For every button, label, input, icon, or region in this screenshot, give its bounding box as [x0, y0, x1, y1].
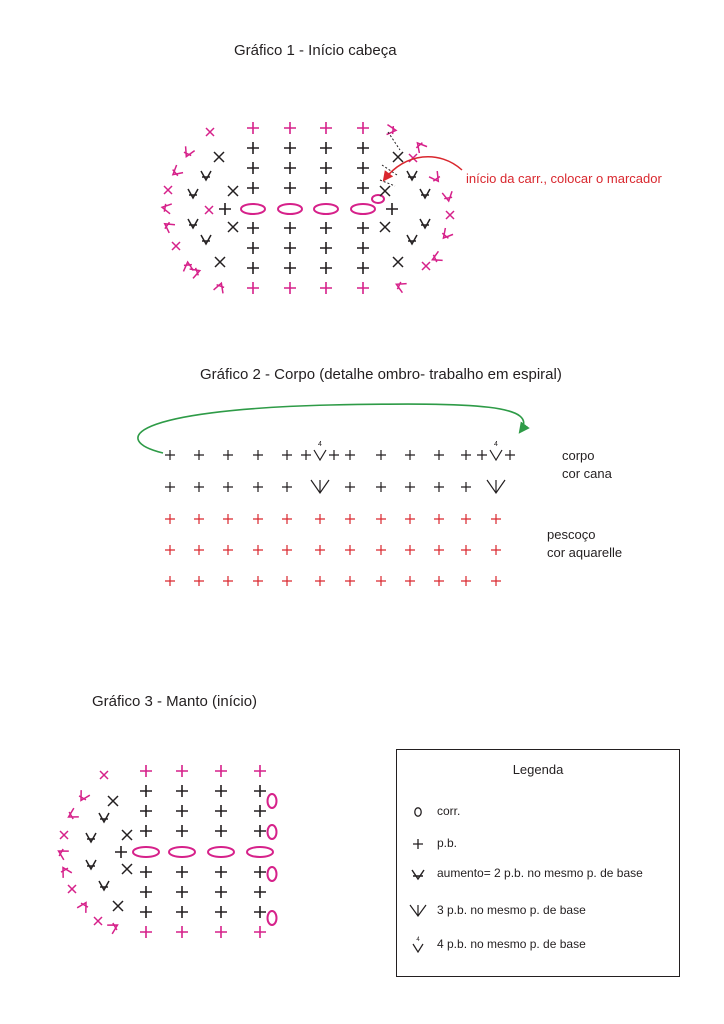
single-crochet-mark — [284, 182, 296, 194]
single-crochet-mark — [223, 576, 233, 586]
single-crochet-mark — [140, 866, 152, 878]
single-crochet-mark — [405, 545, 415, 555]
chain-ring — [169, 847, 195, 857]
single-crochet-mark — [176, 765, 188, 777]
single-crochet-mark — [345, 514, 355, 524]
increase-mark — [387, 125, 397, 136]
single-crochet-mark — [254, 825, 266, 837]
single-crochet-mark — [176, 805, 188, 817]
increase-mark — [162, 220, 175, 233]
single-crochet-mark — [253, 545, 263, 555]
single-crochet-mark — [282, 482, 292, 492]
chart2-body — [165, 441, 515, 586]
slip-stitch-mark — [380, 222, 390, 232]
single-crochet-mark — [461, 545, 471, 555]
single-crochet-mark — [434, 576, 444, 586]
single-crochet-mark — [357, 142, 369, 154]
single-crochet-mark — [219, 203, 231, 215]
four-in-one-icon — [405, 935, 431, 955]
single-crochet-mark — [357, 122, 369, 134]
single-crochet-mark — [254, 886, 266, 898]
single-crochet-mark — [357, 242, 369, 254]
increase-mark — [86, 833, 96, 842]
body-label: corpo — [562, 448, 595, 463]
legend-row-four-in-one — [397, 935, 679, 955]
legend-row-chain — [397, 802, 679, 822]
single-crochet-mark — [253, 450, 263, 460]
single-crochet-mark — [315, 514, 325, 524]
single-crochet-mark — [247, 242, 259, 254]
legend-text-chain: corr. — [437, 804, 461, 818]
single-crochet-mark — [176, 866, 188, 878]
slip-stitch-mark — [215, 257, 225, 267]
legend-row-increase — [397, 864, 679, 884]
increase-mark — [182, 146, 195, 158]
chart2-title: Gráfico 2 - Corpo (detalhe ombro- trabalho em espiral) — [200, 366, 562, 383]
single-crochet-mark — [254, 926, 266, 938]
legend-title: Legenda — [512, 762, 564, 777]
increase-mark — [430, 251, 442, 264]
body-color: cor cana — [562, 466, 612, 481]
single-crochet-mark — [176, 785, 188, 797]
single-crochet-mark — [284, 142, 296, 154]
single-crochet-mark — [461, 482, 471, 492]
single-crochet-mark — [329, 450, 339, 460]
slip-stitch-mark — [422, 262, 430, 270]
single-crochet-mark — [223, 514, 233, 524]
single-crochet-mark — [434, 514, 444, 524]
single-crochet-mark — [284, 162, 296, 174]
legend-text-four-in-one: 4 p.b. no mesmo p. de base — [437, 937, 586, 951]
single-crochet-mark — [165, 450, 175, 460]
single-crochet-mark — [282, 450, 292, 460]
slip-stitch-mark — [446, 211, 454, 219]
single-crochet-mark — [491, 576, 501, 586]
single-crochet-mark — [345, 576, 355, 586]
slip-stitch-mark — [205, 206, 213, 214]
increase-mark — [407, 171, 417, 180]
single-crochet-mark — [301, 450, 311, 460]
chain-ring — [241, 204, 265, 214]
single-crochet-mark — [253, 514, 263, 524]
single-crochet-mark — [194, 514, 204, 524]
increase-mark — [188, 189, 198, 198]
single-crochet-mark — [434, 450, 444, 460]
single-crochet-mark — [215, 866, 227, 878]
increase-mark — [170, 165, 183, 178]
single-crochet-mark — [405, 482, 415, 492]
single-crochet-mark — [282, 545, 292, 555]
single-crochet-mark — [140, 906, 152, 918]
single-crochet-mark — [223, 545, 233, 555]
chain-ring — [268, 794, 277, 808]
single-crochet-mark — [505, 450, 515, 460]
single-crochet-mark — [194, 576, 204, 586]
increase-mark — [394, 280, 406, 293]
four-in-one-number: 4 — [318, 441, 322, 448]
chart3-mantle — [56, 765, 276, 938]
single-crochet-mark — [284, 122, 296, 134]
single-crochet-mark — [254, 785, 266, 797]
increase-mark — [86, 860, 96, 869]
chain-ring — [133, 847, 159, 857]
single-crochet-mark — [215, 926, 227, 938]
single-crochet-mark — [176, 926, 188, 938]
increase-icon — [405, 864, 431, 884]
slip-stitch-mark — [172, 242, 180, 250]
legend-box — [396, 749, 680, 977]
chain-ring — [351, 204, 375, 214]
single-crochet-mark — [405, 450, 415, 460]
legend-row-three-in-one — [397, 901, 679, 921]
increase-mark — [66, 808, 79, 821]
single-crochet-mark — [284, 282, 296, 294]
spiral-arrow — [138, 404, 524, 453]
increase-mark — [420, 189, 430, 198]
four-in-one-number: 4 — [416, 937, 420, 943]
single-crochet-mark — [247, 142, 259, 154]
single-crochet-mark — [386, 203, 398, 215]
slip-stitch-mark — [122, 830, 132, 840]
chart1-head-start — [161, 122, 454, 294]
single-crochet-mark — [357, 282, 369, 294]
single-crochet-mark — [376, 576, 386, 586]
single-crochet-mark — [461, 514, 471, 524]
chain-ring — [247, 847, 273, 857]
slip-stitch-mark — [393, 257, 403, 267]
increase-mark — [161, 202, 172, 213]
single-crochet-mark — [247, 162, 259, 174]
single-crochet-mark — [282, 514, 292, 524]
single-crochet-mark — [376, 450, 386, 460]
single-crochet-mark — [320, 262, 332, 274]
slip-stitch-mark — [214, 152, 224, 162]
slip-stitch-mark — [228, 222, 238, 232]
single-crochet-mark — [357, 222, 369, 234]
increase-mark — [442, 191, 453, 202]
single-crochet-mark — [215, 906, 227, 918]
single-crochet-mark — [320, 182, 332, 194]
single-crochet-mark — [247, 182, 259, 194]
single-crochet-mark — [254, 765, 266, 777]
increase-mark — [99, 813, 109, 822]
increase-mark — [201, 235, 211, 244]
four-in-one-mark — [490, 450, 502, 460]
neck-color: cor aquarelle — [547, 545, 623, 560]
slip-stitch-mark — [94, 917, 102, 925]
single-crochet-mark — [140, 926, 152, 938]
single-crochet-mark — [320, 142, 332, 154]
three-in-one-mark — [487, 480, 505, 493]
increase-mark — [77, 900, 90, 913]
single-crochet-mark — [320, 282, 332, 294]
single-crochet-mark — [194, 482, 204, 492]
increase-mark — [214, 282, 226, 294]
single-crochet-mark — [320, 162, 332, 174]
legend-text-three-in-one: 3 p.b. no mesmo p. de base — [437, 903, 586, 917]
round-start-note: início da carr., colocar o marcador — [466, 171, 662, 186]
single-crochet-mark — [253, 482, 263, 492]
increase-mark — [77, 790, 90, 803]
legend-text-increase: aumento= 2 p.b. no mesmo p. de base — [437, 866, 643, 880]
chain-ring — [268, 825, 277, 839]
increase-mark — [99, 881, 109, 890]
increase-mark — [201, 171, 211, 180]
single-crochet-mark — [140, 825, 152, 837]
single-crochet-mark — [477, 450, 487, 460]
slip-stitch-mark — [393, 152, 403, 162]
single-crochet-mark — [282, 576, 292, 586]
single-crochet-mark — [345, 450, 355, 460]
single-crochet-mark — [215, 785, 227, 797]
single-crochet-mark — [315, 576, 325, 586]
single-crochet-mark — [165, 576, 175, 586]
single-crochet-mark — [165, 514, 175, 524]
single-crochet-mark — [315, 545, 325, 555]
chart3-title: Gráfico 3 - Manto (início) — [92, 693, 258, 710]
slip-stitch-mark — [60, 831, 68, 839]
single-crochet-mark — [491, 545, 501, 555]
single-crochet-mark — [194, 545, 204, 555]
single-crochet-mark — [434, 482, 444, 492]
single-crochet-mark — [357, 162, 369, 174]
single-crochet-icon — [405, 834, 431, 854]
slip-stitch-mark — [206, 128, 214, 136]
single-crochet-mark — [345, 545, 355, 555]
chart1-title: Gráfico 1 - Início cabeça — [234, 42, 397, 59]
single-crochet-mark — [223, 482, 233, 492]
single-crochet-mark — [461, 450, 471, 460]
single-crochet-mark — [357, 182, 369, 194]
single-crochet-mark — [345, 482, 355, 492]
single-crochet-mark — [247, 262, 259, 274]
chain-icon — [405, 802, 431, 822]
single-crochet-mark — [405, 576, 415, 586]
increase-mark — [420, 219, 430, 228]
increase-mark — [107, 921, 120, 934]
slip-stitch-mark — [122, 864, 132, 874]
single-crochet-mark — [140, 765, 152, 777]
chain-ring — [208, 847, 234, 857]
single-crochet-mark — [254, 906, 266, 918]
single-crochet-mark — [376, 514, 386, 524]
three-in-one-mark — [311, 480, 329, 493]
slip-stitch-mark — [228, 186, 238, 196]
slip-stitch-mark — [164, 186, 172, 194]
single-crochet-mark — [434, 545, 444, 555]
four-in-one-number: 4 — [494, 441, 498, 448]
single-crochet-mark — [140, 805, 152, 817]
single-crochet-mark — [176, 886, 188, 898]
increase-mark — [188, 219, 198, 228]
neck-label: pescoço — [547, 527, 596, 542]
increase-mark — [59, 865, 72, 878]
single-crochet-mark — [357, 262, 369, 274]
slip-stitch-mark — [100, 771, 108, 779]
legend-text-single-crochet: p.b. — [437, 836, 458, 850]
single-crochet-mark — [215, 805, 227, 817]
single-crochet-mark — [115, 846, 127, 858]
increase-mark — [56, 847, 69, 860]
slip-stitch-mark — [113, 901, 123, 911]
single-crochet-mark — [247, 222, 259, 234]
single-crochet-mark — [320, 222, 332, 234]
single-crochet-mark — [284, 262, 296, 274]
legend-row-single-crochet — [397, 834, 679, 854]
increase-mark — [440, 228, 453, 241]
slip-stitch-mark — [68, 885, 76, 893]
increase-mark — [429, 171, 442, 184]
single-crochet-mark — [254, 866, 266, 878]
single-crochet-mark — [284, 222, 296, 234]
slip-stitch-mark — [108, 796, 118, 806]
single-crochet-mark — [405, 514, 415, 524]
chain-ring — [372, 195, 384, 203]
chain-ring — [314, 204, 338, 214]
slip-stitch-mark — [380, 186, 390, 196]
single-crochet-mark — [140, 886, 152, 898]
chain-ring — [268, 911, 277, 925]
single-crochet-mark — [254, 805, 266, 817]
single-crochet-mark — [165, 482, 175, 492]
single-crochet-mark — [176, 906, 188, 918]
single-crochet-mark — [284, 242, 296, 254]
increase-mark — [407, 235, 417, 244]
four-in-one-mark — [314, 450, 326, 460]
single-crochet-mark — [320, 242, 332, 254]
increase-mark — [414, 140, 427, 153]
single-crochet-mark — [491, 514, 501, 524]
three-in-one-icon — [405, 901, 431, 921]
single-crochet-mark — [194, 450, 204, 460]
single-crochet-mark — [376, 482, 386, 492]
single-crochet-mark — [165, 545, 175, 555]
single-crochet-mark — [376, 545, 386, 555]
chain-ring — [268, 867, 277, 881]
single-crochet-mark — [223, 450, 233, 460]
single-crochet-mark — [176, 825, 188, 837]
single-crochet-mark — [215, 765, 227, 777]
single-crochet-mark — [247, 122, 259, 134]
single-crochet-mark — [253, 576, 263, 586]
single-crochet-mark — [140, 785, 152, 797]
single-crochet-mark — [461, 576, 471, 586]
single-crochet-mark — [215, 886, 227, 898]
single-crochet-mark — [320, 122, 332, 134]
chain-ring — [278, 204, 302, 214]
single-crochet-mark — [247, 282, 259, 294]
single-crochet-mark — [215, 825, 227, 837]
